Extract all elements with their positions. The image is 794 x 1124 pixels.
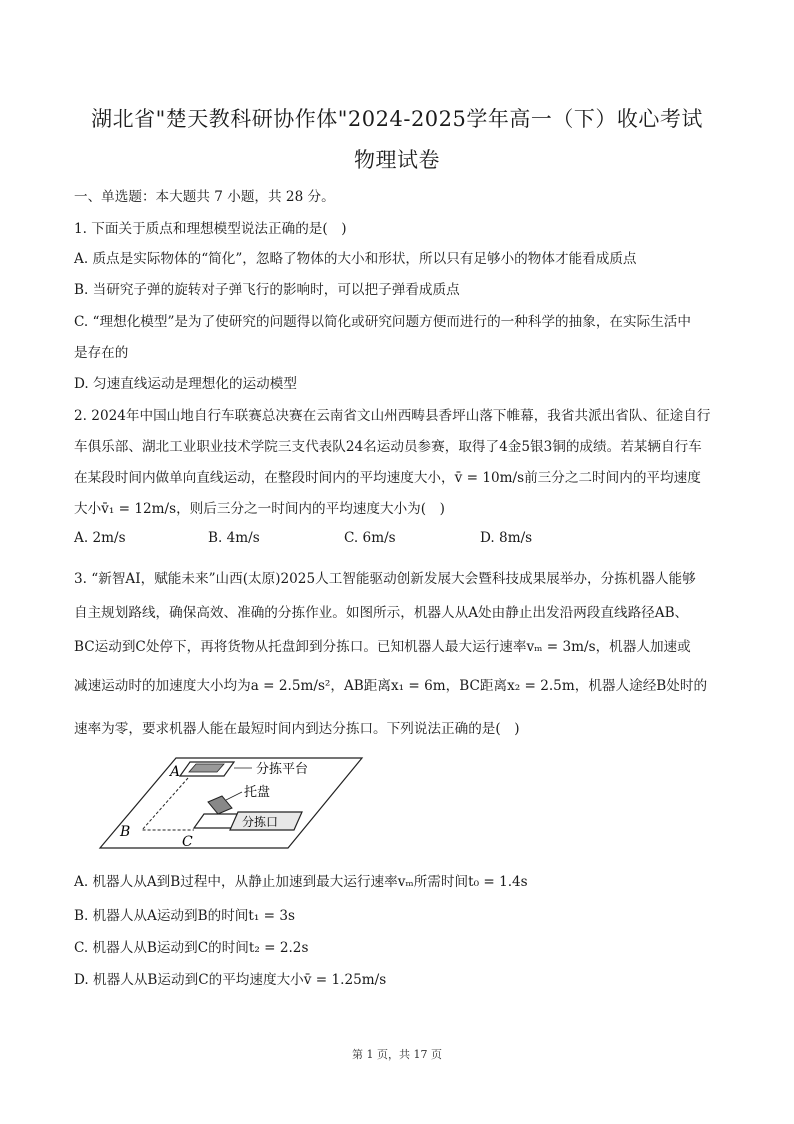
q1-option-a: A. 质点是实际物体的“简化”，忽略了物体的大小和形状，所以只有足够小的物体才能看成质点 xyxy=(74,251,637,267)
label-outlet: 分拣口 xyxy=(242,815,279,829)
q2-option-b: B. 4m/s xyxy=(208,530,260,546)
sorting-platform-figure xyxy=(96,756,366,852)
q2-option-a: A. 2m/s xyxy=(74,530,126,546)
robot-path xyxy=(142,778,194,830)
exam-title: 湖北省"楚天教科研协作体"2024-2025学年高一（下）收心考试 xyxy=(91,107,703,131)
page-number: 第 1 页，共 17 页 xyxy=(352,1048,442,1061)
q2-option-c: C. 6m/s xyxy=(344,530,396,546)
q2-line1: 2. 2024年中国山地自行车联赛总决赛在云南省文山州西畴县香坪山落下帷幕，我省共派出省队、征途自行 xyxy=(74,408,711,424)
q2-option-d: D. 8m/s xyxy=(480,530,533,546)
platform-outline xyxy=(100,758,362,848)
section-heading: 一、单选题：本大题共 7 小题，共 28 分。 xyxy=(74,189,335,205)
label-tray: 托盘 xyxy=(244,785,271,800)
q3-line1: 3. “新智AI，赋能未来”山西(太原)2025人工智能驱动创新发展大会暨科技成果展举办，分拣机器人能够 xyxy=(74,571,696,587)
q2-options xyxy=(74,530,734,548)
q3-option-d: D. 机器人从B运动到C的平均速度大小v̄ = 1.25m/s xyxy=(74,972,387,988)
q3-option-a: A. 机器人从A到B过程中，从静止加速到最大运行速率vₘ所需时间t₀ = 1.4s xyxy=(74,874,528,890)
q1-option-c-line2: 是存在的 xyxy=(74,345,129,361)
q3-line3: BC运动到C处停下，再将货物从托盘卸到分拣口。已知机器人最大运行速率vₘ = 3m/s，机器人加速或 xyxy=(74,639,691,655)
q1-option-b: B. 当研究子弹的旋转对子弹飞行的影响时，可以把子弹看成质点 xyxy=(74,282,460,298)
exam-subtitle: 物理试卷 xyxy=(354,148,440,172)
q1-option-d: D. 匀速直线运动是理想化的运动模型 xyxy=(74,376,297,392)
q2-line3: 在某段时间内做单向直线运动，在整段时间内的平均速度大小，v̄ = 10m/s前三分之二时间内的平均速度 xyxy=(74,470,701,486)
label-point-b: B xyxy=(120,824,131,840)
q2-line4: 大小v̄₁ = 12m/s，则后三分之一时间内的平均速度大小为( ) xyxy=(74,501,445,517)
q1-stem: 1. 下面关于质点和理想模型说法正确的是( ) xyxy=(74,221,347,237)
q3-line2: 自主规划路线，确保高效、准确的分拣作业。如图所示，机器人从A处由静止出发沿两段直线路径AB、 xyxy=(74,605,689,621)
label-point-a: A xyxy=(170,764,181,780)
q3-option-b: B. 机器人从A运动到B的时间t₁ = 3s xyxy=(74,908,295,924)
q3-line5: 速率为零，要求机器人能在最短时间内到达分拣口。下列说法正确的是( ) xyxy=(74,721,520,737)
q2-line2: 车俱乐部、湖北工业职业技术学院三支代表队24名运动员参赛，取得了4金5银3铜的成绩。若某辆自行车 xyxy=(74,439,702,455)
q1-option-c-line1: C. “理想化模型”是为了使研究的问题得以简化或研究问题方便而进行的一种科学的抽象，在实际生活中 xyxy=(74,314,691,330)
q3-line4: 减速运动时的加速度大小均为a = 2.5m/s²，AB距离x₁ = 6m，BC距离x₂ = 2.5m，机器人途经B处时的 xyxy=(74,678,708,694)
q3-option-c: C. 机器人从B运动到C的时间t₂ = 2.2s xyxy=(74,940,309,956)
label-point-c: C xyxy=(182,834,193,850)
label-platform: 分拣平台 xyxy=(256,762,309,777)
tray-leader xyxy=(226,792,242,800)
